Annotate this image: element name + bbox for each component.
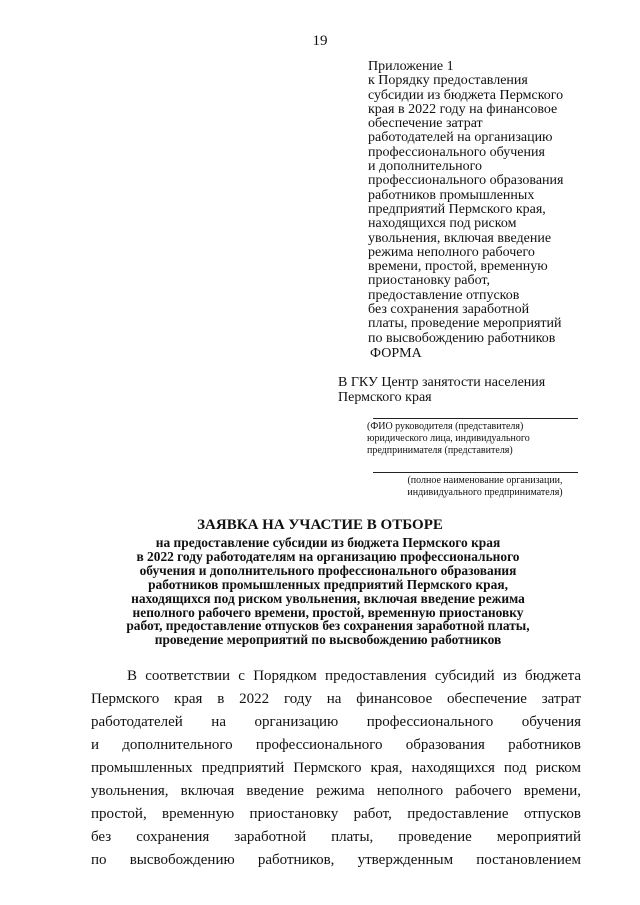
signature-caption-organization: (полное наименование организации, индивидуального предпринимателя) xyxy=(407,475,563,498)
page-number: 19 xyxy=(312,33,328,49)
signature-line-organization xyxy=(373,472,578,473)
body-line: увольнения, включая введение режима неполного рабочего времени, xyxy=(91,783,581,799)
subtitle-line: неполного рабочего времени, простой, временную приостановку xyxy=(132,604,524,620)
document-subtitle xyxy=(88,536,568,647)
form-label: ФОРМА xyxy=(370,346,422,361)
body-line: Пермского края в 2022 году на финансовое обеспечение затрат xyxy=(91,691,581,707)
body-line: и дополнительного профессионального образования работников xyxy=(91,737,581,753)
body-line: В соответствии с Порядком предоставления субсидий из бюджета xyxy=(127,668,581,684)
signature-caption-name: (ФИО руководителя (представителя) юридического лица, индивидуального предпринимателя (представителя) xyxy=(367,421,530,456)
subtitle-line: работников промышленных предприятий Пермского края, xyxy=(148,576,508,592)
subtitle-line: на предоставление субсидии из бюджета Пермского края xyxy=(155,535,501,550)
body-line: без сохранения заработной платы, проведение мероприятий xyxy=(91,829,581,845)
subtitle-line: работ, предоставление отпусков без сохранения заработной платы, xyxy=(126,618,530,634)
document-title: ЗАЯВКА НА УЧАСТИЕ В ОТБОРЕ xyxy=(197,517,443,533)
body-paragraph xyxy=(91,665,581,872)
subtitle-line: проведение мероприятий по высвобождению работников xyxy=(154,632,502,648)
body-line: промышленных предприятий Пермского края, находящихся под риском xyxy=(91,760,581,776)
body-line: работодателей на организацию профессионального обучения xyxy=(91,714,581,730)
subtitle-line: в 2022 году работодателям на организацию профессионального xyxy=(136,548,520,564)
subtitle-line: находящихся под риском увольнения, включая введение режима xyxy=(131,590,525,606)
body-line: по высвобождению работников, утвержденным постановлением xyxy=(91,852,581,868)
addressee: В ГКУ Центр занятости населения Пермского края xyxy=(338,375,546,405)
subtitle-line: обучения и дополнительного профессионального образования xyxy=(139,562,517,578)
signature-line-name xyxy=(373,418,578,419)
appendix-header: Приложение 1 к Порядку предоставления субсидии из бюджета Пермского края в 2022 году на финансовое обеспечение затрат работодателей на организацию профессионального обучения и дополнительного профессионального образования работников промышленных предприятий Пермского края, находящихся под риском увольнения, включая введение режима неполного рабочего времени, простой, временную приостановку работ, предоставление отпусков без сохранения заработной платы, проведение мероприятий по высвобождению работников xyxy=(368,59,564,346)
body-line: простой, временную приостановку работ, предоставление отпусков xyxy=(91,806,581,822)
